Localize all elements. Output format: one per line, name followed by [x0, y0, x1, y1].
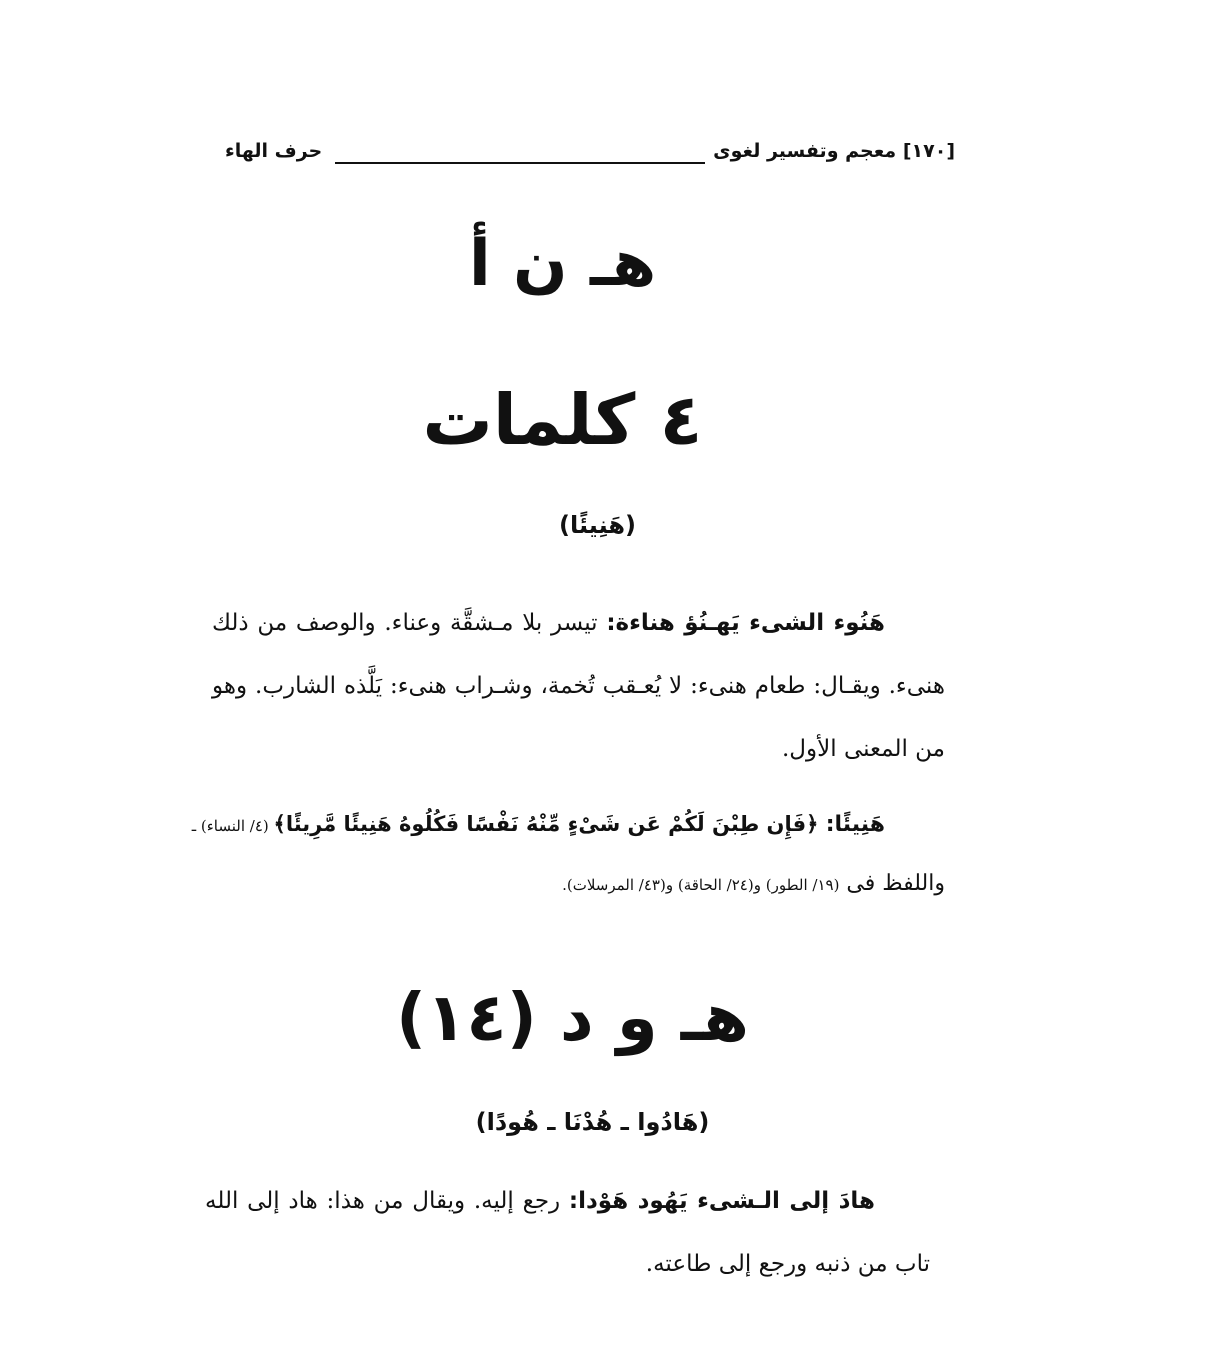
section-name: حرف الهاء: [225, 140, 323, 162]
book-title: معجم وتفسير لغوى: [713, 140, 897, 162]
word-list: (هَنِيئًا): [559, 511, 636, 539]
occurrence-citations: (١٩/ الطور) و(٢٤/ الحاقة) و(٤٣/ المرسلات).: [562, 876, 840, 894]
header-title: [713, 140, 955, 162]
reference-line: [191, 795, 945, 855]
reference-line-2: [212, 855, 945, 914]
verse-citation: (٤/ النساء) ـ: [191, 817, 274, 835]
occurrence-intro: واللفظ فى: [839, 871, 945, 896]
definition-text-2: رجع إليه. ويقال من هذا: هاد إلى الله تاب من ذنبه ورجع إلى طاعته.: [205, 1188, 930, 1277]
word-count-heading: ٤ كلمات: [422, 379, 703, 461]
reference-term: هَنِيئًا:: [825, 812, 885, 837]
header-rule: [335, 162, 705, 164]
word-list-2: (هَادُوا ـ هُدْنَا ـ هُودًا): [475, 1108, 710, 1136]
quran-reference: [191, 795, 945, 914]
definition-paragraph: [212, 592, 945, 781]
entry-term: هَنُوء الشىء يَهـنُؤ هناءة:: [606, 610, 886, 636]
quran-verse: ﴿فَإِن طِبْنَ لَكُمْ عَن شَىْءٍ مِّنْهُ نَفْسًا فَكُلُوهُ هَنِيئًا مَّرِيئًا﴾: [273, 812, 826, 836]
root-heading: هـ ن أ: [468, 227, 657, 301]
root-heading-2: هـ و د (١٤): [395, 979, 750, 1056]
entry-term-2: هادَ إلى الـشىء يَهُود هَوْدا:: [568, 1188, 875, 1214]
definition-paragraph-2: [205, 1170, 930, 1296]
running-header: [225, 140, 955, 180]
page-number: [١٧٠]: [902, 140, 955, 162]
definition-text: تيسر بلا مـشقَّة وعناء. والوصف من ذلك هنىء. ويقـال: طعام هنىء: لا يُعـقب تُخمة، وشـراب هنىء: يَلَّذه الشارب. وهو من المعنى الأول.: [212, 610, 945, 762]
